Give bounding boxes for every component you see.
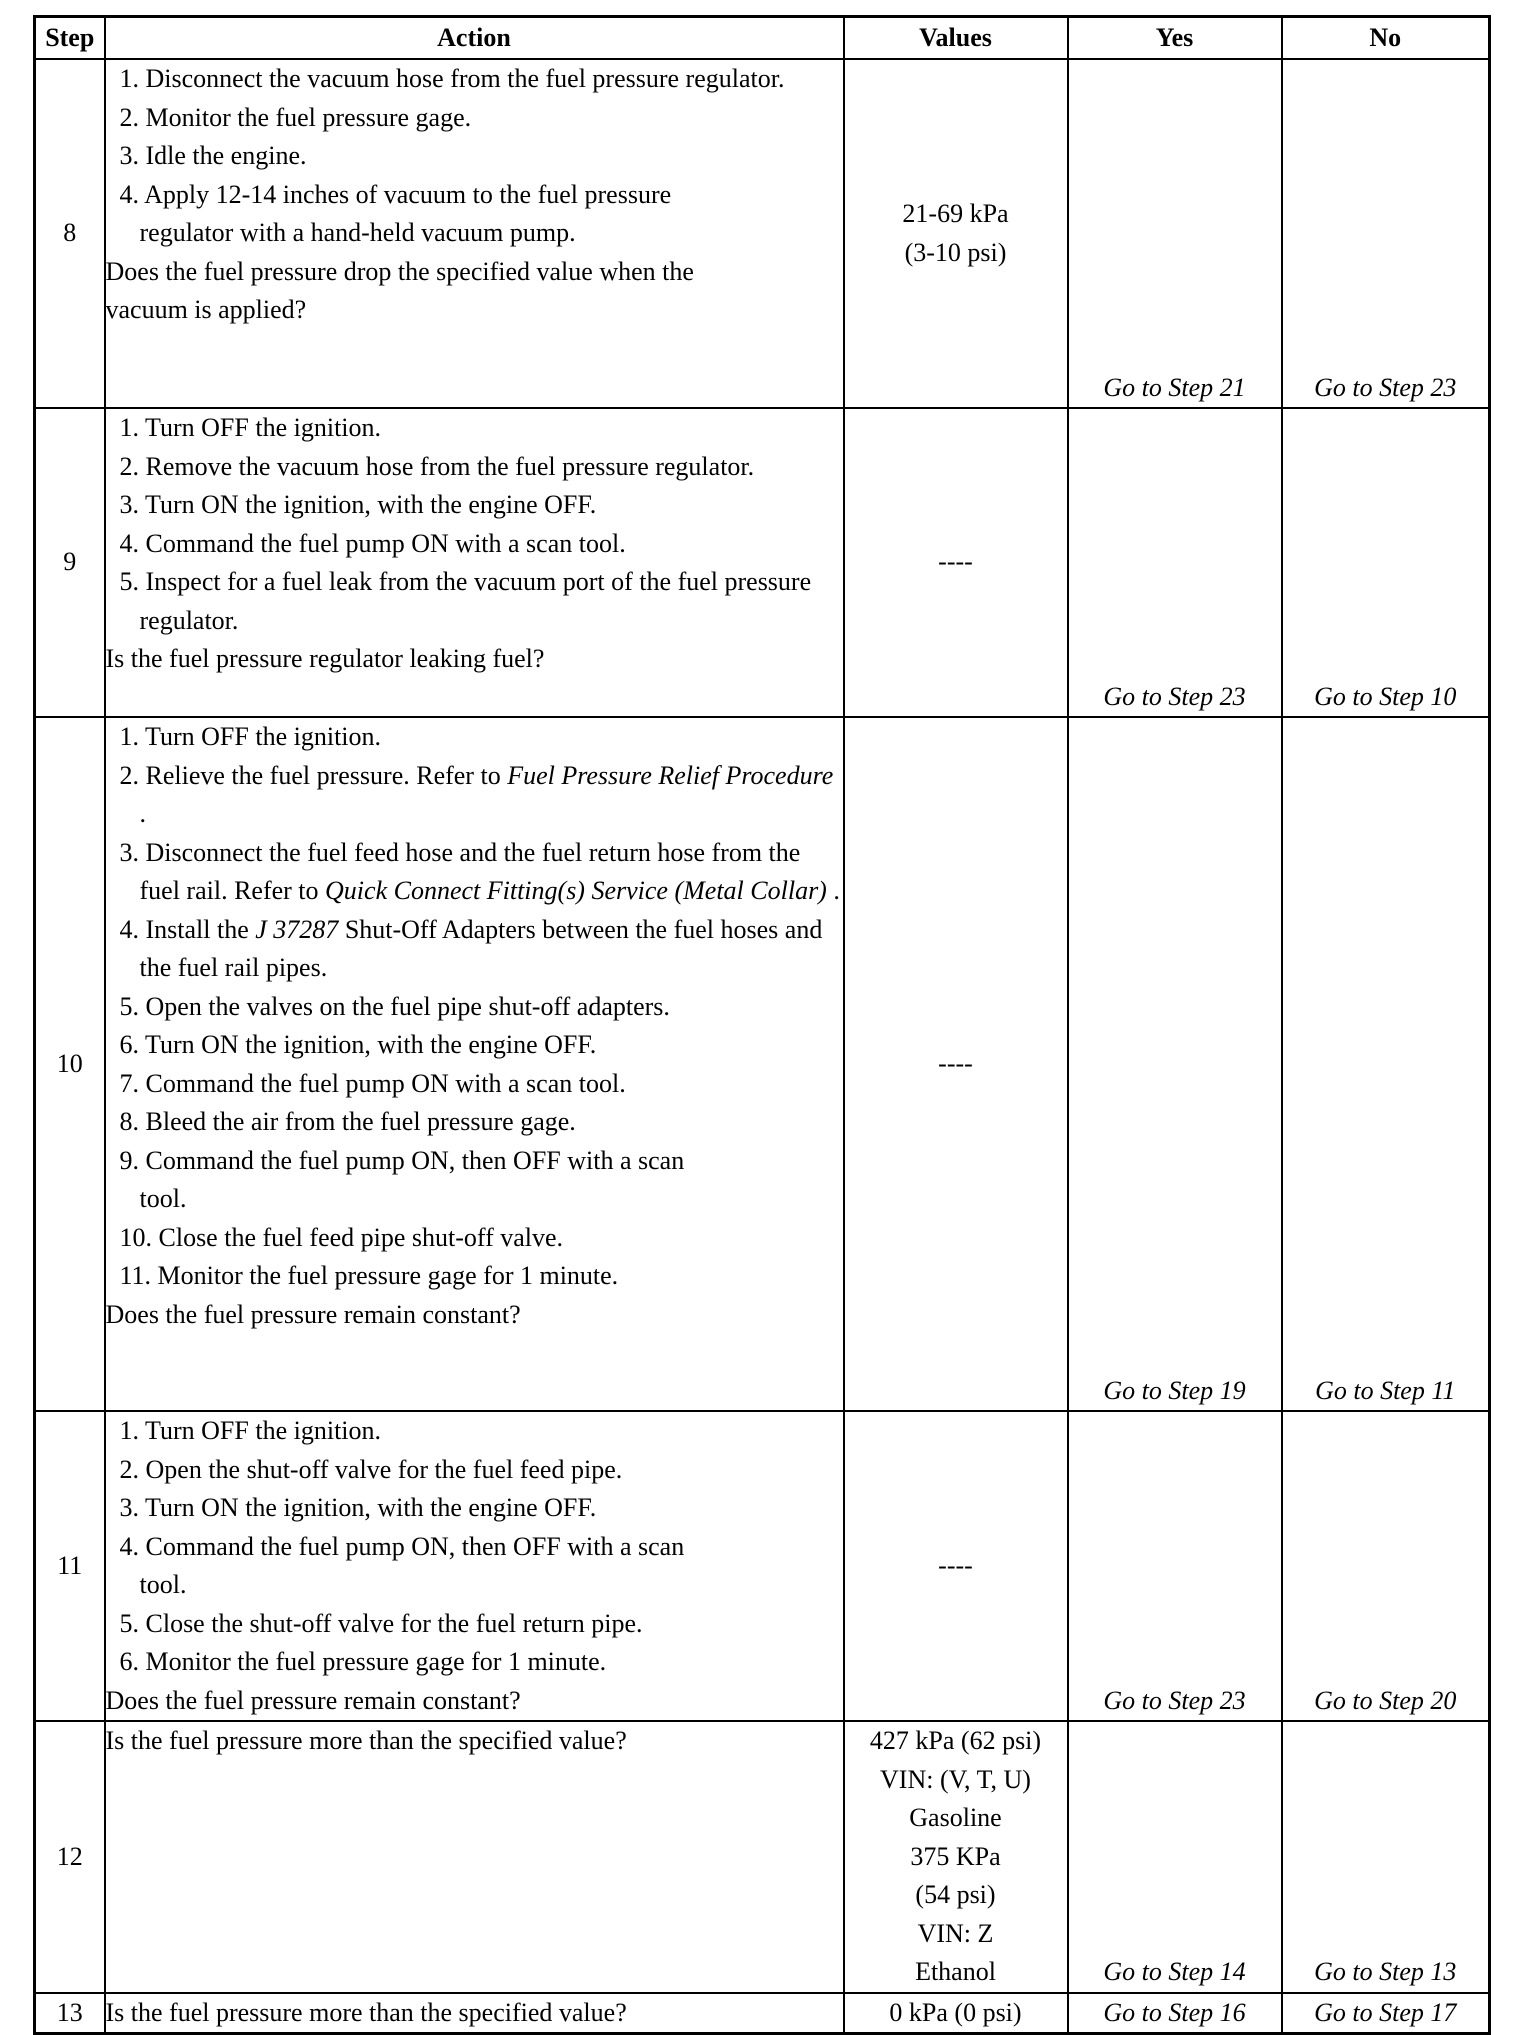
action-cell (105, 1993, 844, 2034)
action-cell (105, 1411, 844, 1721)
action-item: 2. Open the shut-off valve for the fuel feed pipe. (119, 1454, 623, 1484)
procedure-reference: Quick Connect Fitting(s) Service (Metal Collar) (325, 876, 827, 905)
action-question: Does the fuel pressure drop the specified value when the vacuum is applied? (105, 256, 694, 324)
step-number: 9 (35, 408, 105, 717)
value-line: Gasoline (909, 1803, 1002, 1832)
step-number: 11 (35, 1411, 105, 1721)
table-row (35, 1721, 1490, 1993)
action-item: 2. Monitor the fuel pressure gage. (119, 102, 472, 132)
yes-link[interactable]: Go to Step 23 (1068, 408, 1282, 717)
action-item (106, 911, 843, 988)
action-item: 4. Command the fuel pump ON with a scan tool. (119, 528, 626, 558)
yes-link[interactable]: Go to Step 21 (1068, 59, 1282, 408)
action-item: 11. Monitor the fuel pressure gage for 1 minute. (119, 1261, 619, 1290)
value-line: 427 kPa (62 psi) (869, 1726, 1042, 1755)
action-item: 2. Remove the vacuum hose from the fuel pressure regulator. (119, 451, 755, 481)
action-item: 3. Turn ON the ignition, with the engine OFF. (119, 490, 597, 519)
action-text: 3. Disconnect the fuel feed hose and the fuel return hose from the fuel rail. Refer to (119, 837, 801, 905)
action-item: 3. Idle the engine. (119, 141, 307, 170)
header-action: Action (105, 17, 844, 60)
step-number: 13 (35, 1993, 105, 2034)
value-line: VIN: (V, T, U) (880, 1764, 1031, 1794)
value-line: 0 kPa (0 psi) (889, 1997, 1022, 2027)
yes-link[interactable]: Go to Step 14 (1068, 1721, 1282, 1993)
action-item: 1. Turn OFF the ignition. (119, 722, 382, 751)
value-line: 21-69 kPa (902, 199, 1009, 228)
action-question: Is the fuel pressure more than the specified value? (105, 1726, 627, 1755)
action-item: 7. Command the fuel pump ON with a scan tool. (119, 1068, 626, 1098)
value-line: ---- (938, 547, 973, 577)
header-yes: Yes (1068, 17, 1282, 60)
values-cell (844, 1721, 1068, 1993)
step-number: 10 (35, 717, 105, 1411)
no-link[interactable]: Go to Step 11 (1282, 717, 1490, 1411)
value-line: (54 psi) (915, 1880, 996, 1909)
action-cell (105, 59, 844, 408)
tool-reference: J 37287 (255, 914, 339, 944)
action-item (106, 757, 843, 834)
values-cell (844, 59, 1068, 408)
action-item: 4. Command the fuel pump ON, then OFF with a scan tool. (119, 1531, 685, 1599)
no-link[interactable]: Go to Step 20 (1282, 1411, 1490, 1721)
action-item: 8. Bleed the air from the fuel pressure gage. (119, 1107, 576, 1136)
action-question: Does the fuel pressure remain constant? (105, 1685, 521, 1715)
action-cell (105, 717, 844, 1411)
action-item: 10. Close the fuel feed pipe shut-off valve. (119, 1222, 564, 1252)
value-line: Ethanol (915, 1957, 996, 1986)
action-item: 3. Turn ON the ignition, with the engine OFF. (119, 1493, 597, 1522)
table-row (35, 717, 1490, 1411)
step-number: 8 (35, 59, 105, 408)
yes-link[interactable]: Go to Step 19 (1068, 717, 1282, 1411)
no-link[interactable]: Go to Step 10 (1282, 408, 1490, 717)
value-line: ---- (938, 1048, 973, 1078)
action-cell (105, 1721, 844, 1993)
procedure-reference: Fuel Pressure Relief Procedure (507, 760, 834, 790)
header-values: Values (844, 17, 1068, 60)
values-cell (844, 1993, 1068, 2034)
action-cell (105, 408, 844, 717)
value-line: 375 KPa (910, 1841, 1001, 1871)
no-link[interactable]: Go to Step 13 (1282, 1721, 1490, 1993)
value-line: ---- (938, 1550, 973, 1580)
action-item: 5. Inspect for a fuel leak from the vacuum port of the fuel pressure regulator. (119, 567, 812, 635)
action-item: 1. Disconnect the vacuum hose from the fuel pressure regulator. (119, 64, 785, 93)
action-text: . (826, 876, 840, 905)
values-cell (844, 717, 1068, 1411)
value-line: VIN: Z (917, 1918, 994, 1948)
action-item: 1. Turn OFF the ignition. (119, 413, 382, 442)
yes-link[interactable]: Go to Step 16 (1068, 1993, 1282, 2034)
value-line: (3-10 psi) (904, 237, 1007, 267)
table-row (35, 59, 1490, 408)
action-question: Does the fuel pressure remain constant? (105, 1299, 521, 1329)
step-number: 12 (35, 1721, 105, 1993)
header-no: No (1282, 17, 1490, 60)
action-item: 1. Turn OFF the ignition. (119, 1416, 382, 1445)
action-text: 2. Relieve the fuel pressure. Refer to (119, 760, 508, 790)
action-text: Shut-Off Adapters between the fuel hoses and the fuel rail pipes. (139, 914, 823, 982)
action-item: 6. Turn ON the ignition, with the engine OFF. (119, 1030, 597, 1059)
action-item: 5. Open the valves on the fuel pipe shut-off adapters. (119, 991, 670, 1021)
action-question: Is the fuel pressure more than the specified value? (105, 1997, 627, 2027)
action-item: 5. Close the shut-off valve for the fuel return pipe. (119, 1608, 643, 1638)
no-link[interactable]: Go to Step 17 (1282, 1993, 1490, 2034)
action-item: 6. Monitor the fuel pressure gage for 1 minute. (119, 1647, 607, 1676)
table-row (35, 408, 1490, 717)
table-row (35, 1411, 1490, 1721)
yes-link[interactable]: Go to Step 23 (1068, 1411, 1282, 1721)
action-text: 4. Install the (119, 914, 256, 944)
action-text: . (139, 799, 146, 828)
table-header-row (35, 17, 1490, 60)
values-cell (844, 1411, 1068, 1721)
action-item: 4. Apply 12-14 inches of vacuum to the fuel pressure regulator with a hand-held vacuum pump. (119, 179, 672, 247)
values-cell (844, 408, 1068, 717)
action-question: Is the fuel pressure regulator leaking fuel? (105, 644, 545, 673)
diagnostic-table (33, 15, 1491, 2035)
header-step: Step (35, 17, 105, 60)
no-link[interactable]: Go to Step 23 (1282, 59, 1490, 408)
action-item: 9. Command the fuel pump ON, then OFF with a scan tool. (119, 1145, 685, 1213)
table-row (35, 1993, 1490, 2034)
action-item (106, 834, 843, 911)
